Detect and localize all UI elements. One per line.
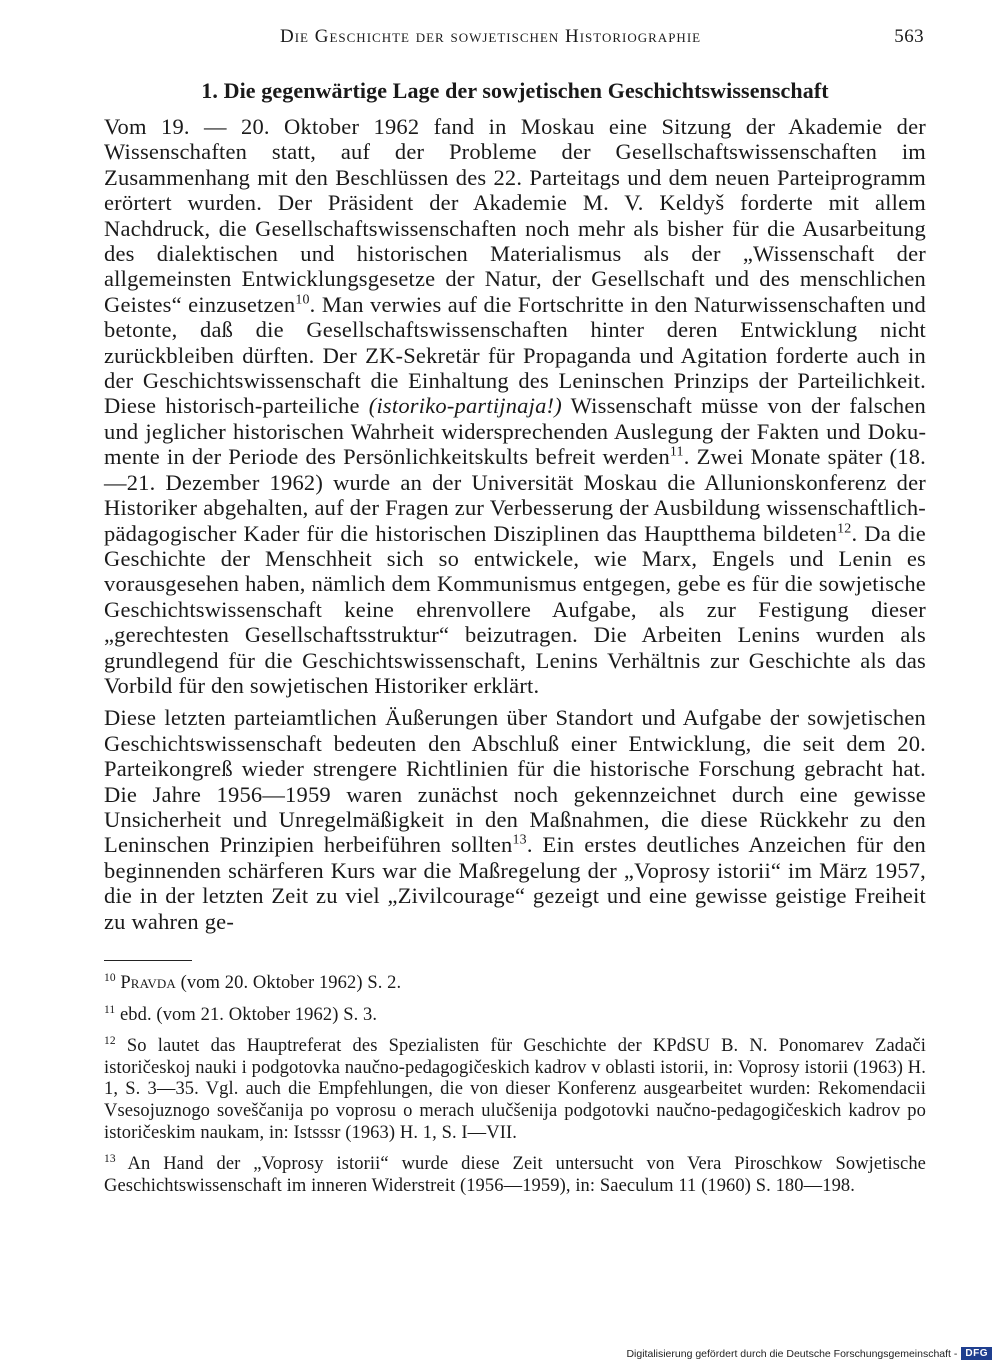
text-run: . Da die Geschichte der Menschheit sich so entwickele, wie Marx, Engels und Lenin es vorausgesehen haben, nämlich dem Kommunismus entgegen, gebe es für die sowjetische Geschichtswissenschaft keine ehrenvollere Aufgabe, als zur Festigung dieser „gerechtesten Gesellschaftsstruktur“ beizutragen. Die Arbeiten Lenins wurden als grundlegend für die Geschichtswissenschaft, Lenins Verhältnis zur Geschichte als das Vorbild für den sowjetischen Historiker erklärt. [104, 520, 926, 698]
footnote [104, 1154, 926, 1197]
footnote-ref[interactable]: 12 [837, 521, 852, 536]
footnote-number: 11 [104, 1003, 116, 1016]
footnote-ref[interactable]: 13 [512, 832, 527, 848]
document-page [104, 26, 926, 1207]
footnote-number: 12 [104, 1035, 116, 1048]
text-run: Diese letzten parteiamtlichen Äußerungen über Standort und Aufgabe der sowjetischen Geschichtswissenschaft bedeuten den Abschluß einer Entwicklung, die seit dem 20. Parteikongreß wieder strengere Richtlinien für die historische Forschung gebracht hat. Die Jahre 1956—1959 waren zunächst noch gekennzeichnet durch eine gewisse Unsicherheit und Unregelmäßigkeit in den Maßnahmen, die diese Rückkehr zu den Leninschen Prinzipien herbeiführen sollten [104, 705, 926, 858]
footnote-text: (vom 20. Oktober 1962) S. 2. [175, 973, 402, 993]
footnote-number: 13 [104, 1153, 116, 1165]
body-paragraph-1 [104, 114, 926, 698]
text-run: . Zwei Monate später (18.—21. Dezember 1962) wurde an der Universität Moskau die Allunionskonferenz der Historiker abgehalten, auf der Fragen zur Verbesserung der Ausbildung wissenschaftlich-pädagogischer Kader für die historischen Disziplinen das Hauptthema bildeten [104, 444, 926, 546]
text-run: . Ein erstes deutliches Anzeichen für den beginnenden schärferen Kurs war die Maßregelung der „Voprosy istorii“ im März 1957, die in der letzten Zeit zu viel „Zivilcourage“ gezeigt und eine gewisse geistige Freiheit zu wahren ge- [104, 832, 927, 934]
text-run: Vom 19. — 20. Oktober 1962 fand in Moskau eine Sitzung der Akademie der Wissenschaften statt, auf der Probleme der Gesellschaftswissenschaften im Zusammenhang mit den Beschlüssen des 22. Parteitags und dem neuen Parteiprogramm erörtert wurden. Der Präsident der Akademie M. V. Keldyš forderte mit allem Nachdruck, die Gesellschaftswissenschaften noch mehr als bisher für die Ausarbeitung des dialektischen und historischen Materialismus als der „Wissenschaft der allgemeinsten Entwicklungsgesetze der Natur, der Gesellschaft und des menschlichen Geistes“ einzusetzen [104, 114, 926, 317]
footnote [104, 1005, 926, 1027]
footnote [104, 973, 926, 995]
text-run: . Man verwies auf die Fortschritte in den Naturwissenschaften und betonte, daß die Gesellschaftswissenschaften hinter deren Entwicklung nicht zurückbleiben dürften. Der ZK-Sekretär für Propaganda und Agitation forderte auch in der Geschichtswissenschaft die Einhaltung des Leninschen Prinzips der Parteilichkeit. Diese historisch-parteiliche [104, 291, 927, 419]
footnote [104, 1036, 926, 1144]
page-number: 563 [894, 26, 924, 47]
credit-text: Digitalisierung gefördert durch die Deutsche Forschungsgemeinschaft - [626, 1347, 958, 1360]
footnote-text: An Hand der „Voprosy istorii“ wurde diese Zeit untersucht von Vera Piroschkow Sowjetische Geschichtswissenschaft im inneren Widerstreit (1956—1959), in: Saeculum 11 (1960) S. 180—198. [104, 1154, 926, 1196]
section-heading: 1. Die gegenwärtige Lage der sowjetischen Geschichtswissenschaft [201, 78, 829, 103]
footnote-separator [104, 960, 192, 961]
running-header [104, 26, 926, 56]
dfg-logo[interactable]: DFG [961, 1347, 992, 1360]
running-title: Die Geschichte der sowjetischen Historiographie [280, 26, 702, 47]
footnote-ref[interactable]: 10 [295, 292, 310, 308]
text-run: Wissenschaft müsse von der falschen und jeglicher historischen Wahrheit widersprechenden Auslegung der Fakten und Dokumente in der Periode des Persönlichkeitskults befreit werden [104, 393, 926, 470]
footnote-ref[interactable]: 11 [669, 444, 684, 460]
footnote-source: Pravda [120, 973, 176, 993]
footnote-text: So lautet das Hauptreferat des Spezialisten für Geschichte der KPdSU B. N. Ponomarev Zadači istoričeskoj nauki i podgotovka naučno-pedagogičeskich kadrov v oblasti istorii, in: Voprosy istorii (1963) H. 1, S. 3—35. Vgl. auch die Empfehlungen, die von dieser Konferenz ausgearbeitet wurden: Rekomendacii Vsesojuznogo soveščanija po voprosu o merach ulučšenija podgotovki naučno-pedagogičeskich kadrov po istoričeskim naukam, in: Istsssr (1963) H. 1, S. I—VII. [104, 1036, 926, 1143]
italic-term: (istoriko-partijnaja!) [368, 393, 562, 419]
footnotes [104, 973, 926, 1197]
footnote-text: ebd. (vom 21. Oktober 1962) S. 3. [115, 1004, 378, 1025]
footnote-number: 10 [104, 971, 116, 984]
digitization-credit [626, 1347, 992, 1360]
body-paragraph-2 [104, 705, 926, 934]
